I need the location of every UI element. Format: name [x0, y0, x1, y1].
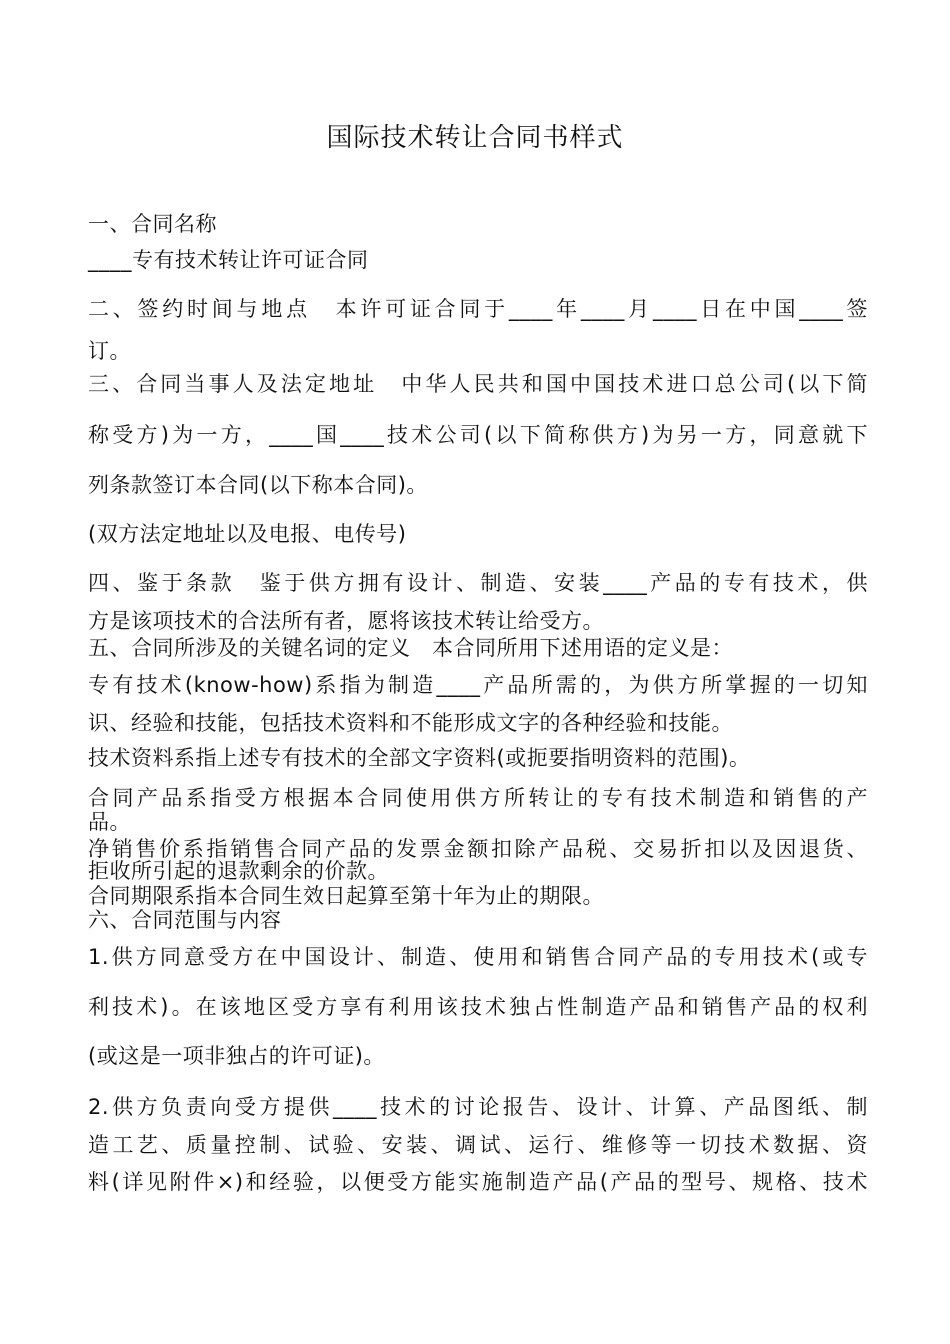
text-line: 称受方)为一方，____国____技术公司(以下简称供方)为另一方，同意就下 — [88, 423, 868, 447]
text-line: 六、合同范围与内容 — [88, 908, 282, 932]
text-line: (双方法定地址以及电报、电传号) — [88, 522, 407, 546]
text-line: 造工艺、质量控制、试验、安装、调试、运行、维修等一切技术数据、资 — [88, 1133, 868, 1157]
text-line: 方是该项技术的合法所有者，愿将该技术转让给受方。 — [88, 609, 604, 633]
text-line: 净销售价系指销售合同产品的发票金额扣除产品税、交易折扣以及因退货、 — [88, 837, 868, 861]
text-line: 五、合同所涉及的关键名词的定义 本合同所用下述用语的定义是： — [88, 636, 733, 660]
text-line: 四、鉴于条款 鉴于供方拥有设计、制造、安装____产品的专有技术，供 — [88, 571, 868, 595]
text-line: (或这是一项非独占的许可证)。 — [88, 1044, 385, 1068]
text-line: 品。 — [88, 810, 131, 834]
text-line: 订。 — [88, 339, 131, 363]
document-title: 国际技术转让合同书样式 — [326, 123, 624, 153]
text-line: 三、合同当事人及法定地址 中华人民共和国中国技术进口总公司(以下简 — [88, 372, 868, 396]
text-line: 识、经验和技能，包括技术资料和不能形成文字的各种经验和技能。 — [88, 711, 733, 735]
text-line: 二、签约时间与地点 本许可证合同于____年____月____日在中国____签 — [88, 297, 868, 321]
text-line: ____专有技术转让许可证合同 — [88, 248, 369, 272]
text-line: 料(详见附件×)和经验，以便受方能实施制造产品(产品的型号、规格、技术 — [88, 1170, 868, 1194]
text-line: 合同期限系指本合同生效日起算至第十年为止的期限。 — [88, 884, 604, 908]
text-line: 1.供方同意受方在中国设计、制造、使用和销售合同产品的专用技术(或专 — [88, 945, 868, 969]
text-line: 2.供方负责向受方提供____技术的讨论报告、设计、计算、产品图纸、制 — [88, 1095, 868, 1119]
text-line: 合同产品系指受方根据本合同使用供方所转让的专有技术制造和销售的产 — [88, 786, 868, 810]
text-line: 拒收所引起的退款剩余的价款。 — [88, 859, 389, 883]
text-line: 专有技术(know-how)系指为制造____产品所需的，为供方所掌握的一切知 — [88, 673, 868, 697]
text-line: 列条款签订本合同(以下称本合同)。 — [88, 473, 428, 497]
text-line: 利技术)。在该地区受方享有利用该技术独占性制造产品和销售产品的权利 — [88, 995, 868, 1019]
text-line: 一、合同名称 — [88, 212, 217, 236]
text-line: 技术资料系指上述专有技术的全部文字资料(或扼要指明资料的范围)。 — [88, 746, 751, 770]
